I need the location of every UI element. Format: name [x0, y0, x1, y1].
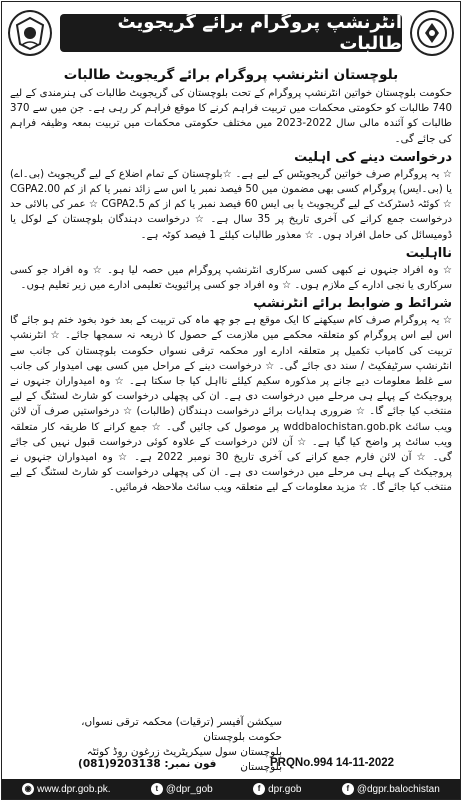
signature-address: بلوچستان سول سیکریٹریٹ زرغون روڈ کوئٹہ بلوچستان	[86, 746, 282, 773]
advertisement-page	[1, 1, 461, 800]
footer-bar	[2, 779, 460, 799]
terms-text: ☆ یہ پروگرام صرف کام سیکھنے کا ایک موقع ہے جو چھ ماہ کی تربیت کے بعد خود بخود ختم ہو جائے گا اس لیے اس پروگرام کو متعلقہ محکمے میں ملازمت کے حصول کا ذریعہ نہ سمجھا جائے۔ ☆ انٹرنشپ تربیت کی کامیاب تکمیل پر متعلقہ ادارے اور محکمہ ترقی نسواں حکومت بلوچستان کی جانب سے انٹرنشپ سرٹیفکیٹ / سند دی جائے گی۔ ☆ درخواست دینے کے مراحل میں کسی بھی امیدوار کی جانب سے غلط معلومات دیے جانے پر مذکورہ سکیم کیلئے نااہل کیا جا سکتا ہے۔ ☆ وہ امیدواران جنہوں نے پروجیکٹ کے پہلے ہی مرحلے میں درخواست دی ہے۔ ان کی پچھلی درخواست کو شارٹ لسٹنگ کے لیے منتخب کیا جائے گا۔ ☆ ضروری ہدایات برائے درخواست دہندگان (طالبات) ☆ درخواستیں صرف آن لائن ویب سائٹ wddbalochistan.gob.pk پر موصول کی جائیں گی۔ ☆ جمع کرانے کا طریقہ کار متعلقہ ویب سائٹ پر واضح کیا گیا ہے۔ ☆ آن لائن درخواست کے علاوہ کوئی درخواست قبول نہیں کی جائے گی۔ ☆ آن لائن فارم جمع کرانے کی آخری تاریخ 30 نومبر 2022 ہے۔ ☆ وہ امیدواران جنہوں نے پروجیکٹ کے پہلے ہی مرحلے میں درخواست دی ہے۔ ان کی پچھلی درخواست کو شارٹ لسٹنگ کے لیے منتخب کیا جائے گا۔ ☆ مزید معلومات کے لیے متعلقہ ویب سائٹ ملاحظہ فرمائیں۔	[10, 315, 453, 494]
emblem-icon	[13, 15, 47, 51]
eligibility-text: ☆ یہ پروگرام صرف خواتین گریجویٹس کے لیے ہے۔ ☆بلوچستان کے تمام اضلاع کے لیے گریجویٹ (بی۔اے) یا (بی۔ایس) پروگرام کسی بھی مضمون میں 50 فیصد نمبر یا اس سے زائد نمبر یا کم از کم CGPA2.00 ☆ کوئٹہ ڈسٹرکٹ کے لیے گریجویٹ یا بی ایس 60 فیصد نمبر یا کم از کم CGPA2.5 ☆ عمر کی بالائی حد درخواست جمع کرانے کی آخری تاریخ پر 35 سال ہے۔ ☆ درخواست دہندگان بلوچستان کے لوکل یا ڈومیسائل کی حامل افراد ہوں۔ ☆ معذور طالبات کیلئے 1 فیصد کوٹہ ہے۔	[10, 168, 453, 241]
ad-body	[10, 66, 452, 498]
footer-twitter[interactable]: t @dpr_gob	[151, 783, 213, 795]
globe-icon: ◉	[22, 783, 34, 795]
intro-paragraph: حکومت بلوچستان خواتین انٹرنشپ پروگرام کے تحت بلوچستان کی گریجویٹ طالبات کی ہنرمندی کے لیے 740 طالبات کو حکومتی محکمات میں تربیت فراہم کرنے کا موقع فراہم کر رہی ہے۔ جن میں سے 370 طالبات کو آئندہ مالی سال 2022-2023 میں مختلف حکومتی محکمات میں تربیت بمعہ وظیفہ فراہم کی جائے گی۔	[10, 88, 452, 145]
header	[8, 8, 454, 60]
footer-website[interactable]: ◉ www.dpr.gob.pk.	[22, 783, 110, 795]
facebook-icon: f	[342, 783, 354, 795]
banner-title: انٹرنشپ پروگرام برائے گریجویٹ طالبات	[60, 14, 402, 52]
ineligibility-heading: نااہلیت	[405, 245, 452, 261]
ineligibility-text: ☆ وہ افراد جنہوں نے کبھی کسی سرکاری انٹرنشپ پروگرام میں حصہ لیا ہو۔ ☆ وہ افراد جو کسی سرکاری یا نجی ادارے کے ملازم ہوں۔ ☆ وہ افراد جو کسی پرائیویٹ تعلیمی ادارے میں زیر تعلیم ہوں۔	[10, 264, 452, 292]
ad-title: بلوچستان انٹرنشپ پروگرام برائے گریجویٹ طالبات	[63, 67, 399, 83]
prq-number: PRQNo.994 14-11-2022	[270, 757, 395, 769]
facebook-icon: f	[253, 783, 265, 795]
department-logo	[410, 10, 454, 56]
footer-facebook-short[interactable]: f dpr.gob	[253, 783, 301, 795]
twitter-icon: t	[151, 783, 163, 795]
eligibility-heading: درخواست دینے کی اہلیت	[294, 149, 452, 165]
footer-facebook[interactable]: f @dgpr.balochistan	[342, 783, 440, 795]
signature-office: سیکشن آفیسر (ترقیات) محکمہ ترقی نسواں، حکومت بلوچستان	[81, 716, 282, 743]
phone-number: فون نمبر: 9203138(081)	[78, 758, 217, 770]
terms-heading: شرائط و ضوابط برائے انٹرنشپ	[253, 296, 452, 312]
govt-emblem-logo	[8, 10, 52, 56]
department-emblem-icon	[415, 15, 449, 51]
